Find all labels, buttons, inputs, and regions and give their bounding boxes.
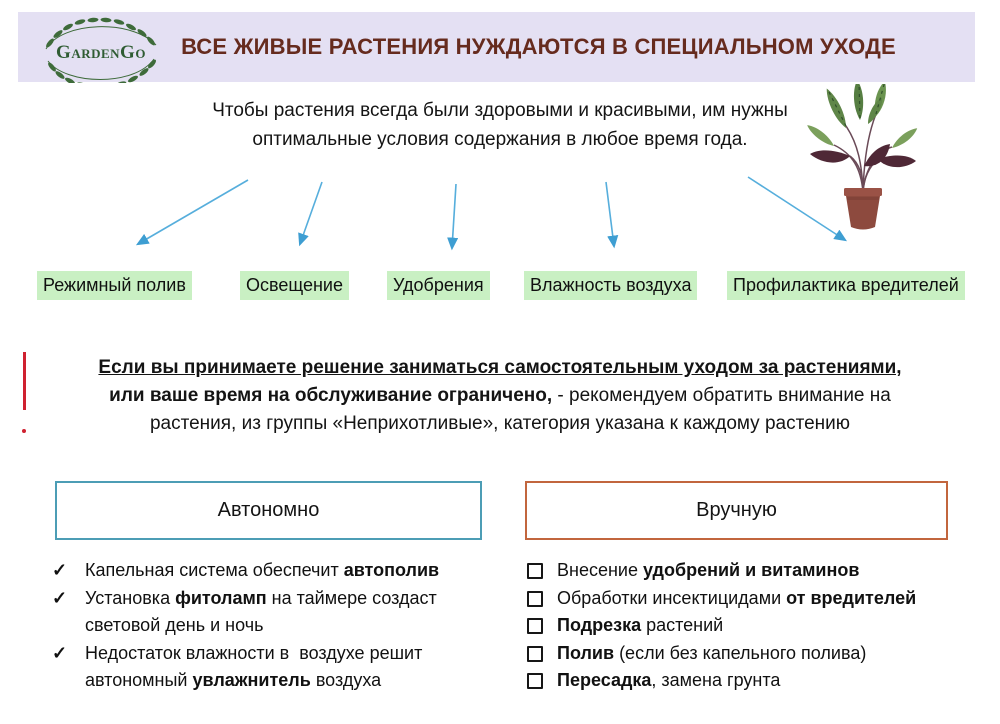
list-item-text: Подрезка растений (557, 615, 724, 635)
intro-line-2: оптимальные условия содержания в любое время года. (252, 129, 748, 150)
checkbox-icon (527, 563, 543, 579)
care-label-lighting: Освещение (240, 271, 349, 300)
checkbox-icon (527, 618, 543, 634)
intro-text (150, 96, 850, 154)
list-item-text: Пересадка, замена грунта (557, 670, 781, 690)
plant-leaves (805, 84, 920, 167)
intro-line-1: Чтобы растения всегда были здоровыми и красивыми, им нужны (212, 100, 788, 121)
list-item-text: Недостаток влажности в воздухе решит автономный увлажнитель воздуха (85, 642, 428, 690)
plant-image (798, 84, 928, 236)
list-item (48, 557, 498, 585)
page-title: ВСЕ ЖИВЫЕ РАСТЕНИЯ НУЖДАЮТСЯ В СПЕЦИАЛЬНОМ УХОДЕ (181, 34, 896, 59)
list-item (525, 612, 985, 640)
logo-text: GardenGo (56, 41, 146, 63)
list-item (48, 585, 498, 640)
list-item (525, 585, 985, 613)
arrow-to-humidity (606, 182, 614, 246)
list-item (525, 667, 985, 695)
list-item-text: Внесение удобрений и витаминов (557, 560, 860, 580)
manual-box: Вручную (525, 481, 948, 540)
list-item-text: Установка фитоламп на таймере создаст световой день и ночь (85, 587, 442, 635)
gardengo-logo (32, 13, 172, 83)
list-item-text: Обработки инсектицидами от вредителей (557, 587, 917, 608)
arrow-to-lighting (300, 182, 322, 244)
red-accent-dot (22, 429, 26, 433)
checkbox-icon (527, 673, 543, 689)
red-accent-bar (23, 352, 26, 410)
checkmark-icon: ✓ (52, 560, 68, 580)
note-line-2-bold: или ваше время на обслуживание ограничено, (109, 385, 553, 406)
checkbox-icon (527, 591, 543, 607)
note-line-1-text: Если вы принимаете решение заниматься самостоятельным уходом за растениями, (98, 357, 902, 378)
manual-list (525, 557, 985, 695)
note-line-3: растения, из группы «Неприхотливые», категория указана к каждому растению (149, 413, 851, 434)
checkbox-icon (527, 646, 543, 662)
note-line-2-rest: - рекомендуем обратить внимание на (552, 385, 891, 406)
checkmark-icon: ✓ (52, 642, 68, 663)
checkmark-icon: ✓ (52, 587, 68, 608)
arrow-to-fertilizer (452, 184, 456, 248)
note-line-2 (40, 382, 960, 410)
list-item-text: Полив (если без капельного полива) (557, 642, 867, 663)
list-item (525, 557, 985, 585)
list-item (525, 640, 985, 668)
header-banner (18, 12, 975, 82)
list-item (48, 640, 498, 695)
care-label-pest-prevention: Профилактика вредителей (727, 271, 965, 300)
arrow-to-watering (138, 180, 248, 244)
note-line-1 (40, 354, 960, 382)
care-label-regime-watering: Режимный полив (37, 271, 192, 300)
list-item-text: Капельная система обеспечит автополив (85, 560, 440, 580)
care-label-humidity: Влажность воздуха (524, 271, 697, 300)
care-label-fertilizers: Удобрения (387, 271, 490, 300)
plant-pot (844, 188, 882, 230)
autonomous-list (48, 557, 498, 695)
autonomous-box: Автономно (55, 481, 482, 540)
note-paragraph (40, 354, 960, 438)
